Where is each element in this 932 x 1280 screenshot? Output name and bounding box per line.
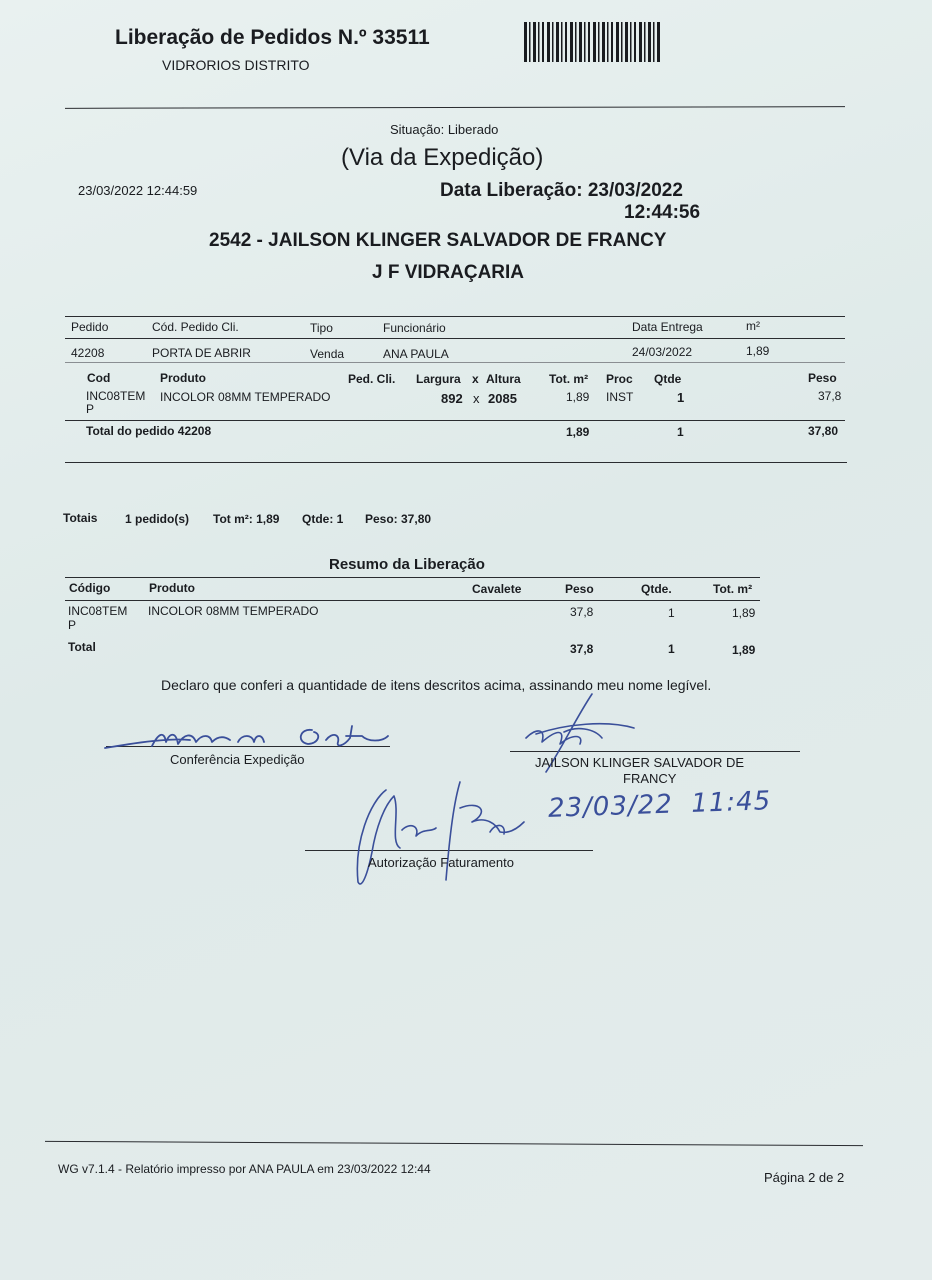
resumo-header-peso: Peso [565, 582, 594, 596]
resumo-header-codigo: Código [69, 581, 111, 595]
order-total-qtde: 1 [677, 425, 684, 439]
item-produto: INCOLOR 08MM TEMPERADO [160, 390, 331, 404]
order-row-rule [65, 362, 845, 363]
footer-divider [45, 1141, 863, 1146]
totais-pedidos: 1 pedido(s) [125, 512, 190, 526]
via-label: (Via da Expedição) [341, 144, 544, 171]
item-cod-cont: P [86, 402, 95, 416]
item-proc: INST [606, 390, 634, 404]
order-pedido: 42208 [71, 346, 105, 360]
col-header-tipo: Tipo [310, 321, 333, 335]
autorizacao-label: Autorização Faturamento [368, 855, 514, 870]
autorizacao-signature-image [340, 772, 540, 896]
item-x: x [473, 391, 480, 406]
order-table-bottom-rule [65, 462, 847, 463]
situacao-status: Situação: Liberado [390, 122, 499, 137]
order-data-entrega: 24/03/2022 [632, 345, 693, 359]
item-header-altura: Altura [486, 372, 521, 386]
col-header-m2: m² [746, 319, 760, 333]
cliente-name-line1: JAILSON KLINGER SALVADOR DE [535, 755, 745, 770]
order-cod-pedido-cli: PORTA DE ABRIR [152, 346, 251, 360]
resumo-total-tot-m2: 1,89 [732, 643, 756, 657]
resumo-header-cavalete: Cavalete [472, 582, 522, 596]
order-total-peso: 37,80 [808, 424, 839, 438]
item-qtde: 1 [677, 390, 685, 405]
order-table-top-rule [65, 316, 845, 317]
totais-label: Totais [63, 511, 98, 525]
item-header-cod: Cod [87, 371, 111, 385]
item-cod: INC08TEM [86, 389, 146, 403]
order-header-rule [65, 338, 845, 339]
resumo-total-label: Total [68, 640, 96, 654]
item-header-largura: Largura [416, 372, 461, 386]
conferencia-signature-image [100, 712, 400, 756]
print-timestamp: 23/03/2022 12:44:59 [78, 183, 198, 198]
order-funcionario: ANA PAULA [383, 347, 449, 361]
item-header-produto: Produto [160, 371, 206, 385]
resumo-top-rule [65, 577, 760, 578]
order-m2: 1,89 [746, 344, 770, 358]
client-trade-name: J F VIDRAÇARIA [372, 262, 525, 283]
resumo-qtde: 1 [668, 606, 675, 620]
resumo-total-qtde: 1 [668, 642, 675, 656]
declaration-text: Declaro que conferi a quantidade de itens descritos acima, assinando meu nome legível. [161, 677, 712, 693]
col-header-cod-pedido-cli: Cód. Pedido Cli. [152, 320, 239, 334]
item-header-ped-cli: Ped. Cli. [348, 372, 396, 386]
resumo-title: Resumo da Liberação [329, 556, 485, 573]
company-name: VIDRORIOS DISTRITO [162, 57, 310, 73]
col-header-pedido: Pedido [71, 320, 109, 334]
cliente-name-line2: FRANCY [623, 771, 677, 786]
item-header-tot-m2: Tot. m² [549, 372, 589, 386]
conferencia-label: Conferência Expedição [170, 752, 305, 767]
item-header-proc: Proc [606, 372, 633, 386]
resumo-peso: 37,8 [570, 605, 594, 619]
order-tipo: Venda [310, 347, 345, 361]
col-header-funcionario: Funcionário [383, 321, 446, 335]
resumo-header-produto: Produto [149, 581, 195, 595]
client-name: 2542 - JAILSON KLINGER SALVADOR DE FRANCY [209, 230, 667, 251]
handwritten-date: 23/03/22 11:45 [547, 786, 772, 824]
totais-qtde: Qtde: 1 [302, 512, 344, 526]
order-total-rule [65, 420, 845, 421]
footer-page-number: Página 2 de 2 [764, 1170, 845, 1185]
resumo-codigo-cont: P [68, 618, 77, 632]
item-header-qtde: Qtde [654, 372, 682, 386]
resumo-header-rule [65, 600, 760, 601]
resumo-total-peso: 37,8 [570, 642, 594, 656]
resumo-header-tot-m2: Tot. m² [713, 582, 753, 596]
totais-peso: Peso: 37,80 [365, 512, 432, 526]
order-total-label: Total do pedido 42208 [86, 424, 212, 438]
item-header-peso: Peso [808, 371, 837, 385]
item-altura: 2085 [488, 391, 517, 406]
data-liberacao: Data Liberação: 23/03/2022 [440, 180, 683, 201]
barcode-image [524, 22, 662, 62]
totais-m2: Tot m²: 1,89 [213, 512, 280, 526]
document-title: Liberação de Pedidos N.º 33511 [115, 26, 430, 49]
resumo-codigo: INC08TEM [68, 604, 128, 618]
data-liberacao-time: 12:44:56 [624, 202, 701, 223]
item-peso: 37,8 [818, 389, 842, 403]
item-tot-m2: 1,89 [566, 390, 590, 404]
footer-printed-by: WG v7.1.4 - Relatório impresso por ANA PAULA em 23/03/2022 12:44 [58, 1162, 431, 1176]
item-header-x: x [472, 372, 479, 386]
item-largura: 892 [441, 391, 463, 406]
header-divider [65, 106, 845, 109]
resumo-produto: INCOLOR 08MM TEMPERADO [148, 604, 319, 618]
col-header-data-entrega: Data Entrega [632, 320, 703, 334]
order-total-m2: 1,89 [566, 425, 590, 439]
resumo-tot-m2: 1,89 [732, 606, 756, 620]
resumo-header-qtde: Qtde. [641, 582, 672, 596]
